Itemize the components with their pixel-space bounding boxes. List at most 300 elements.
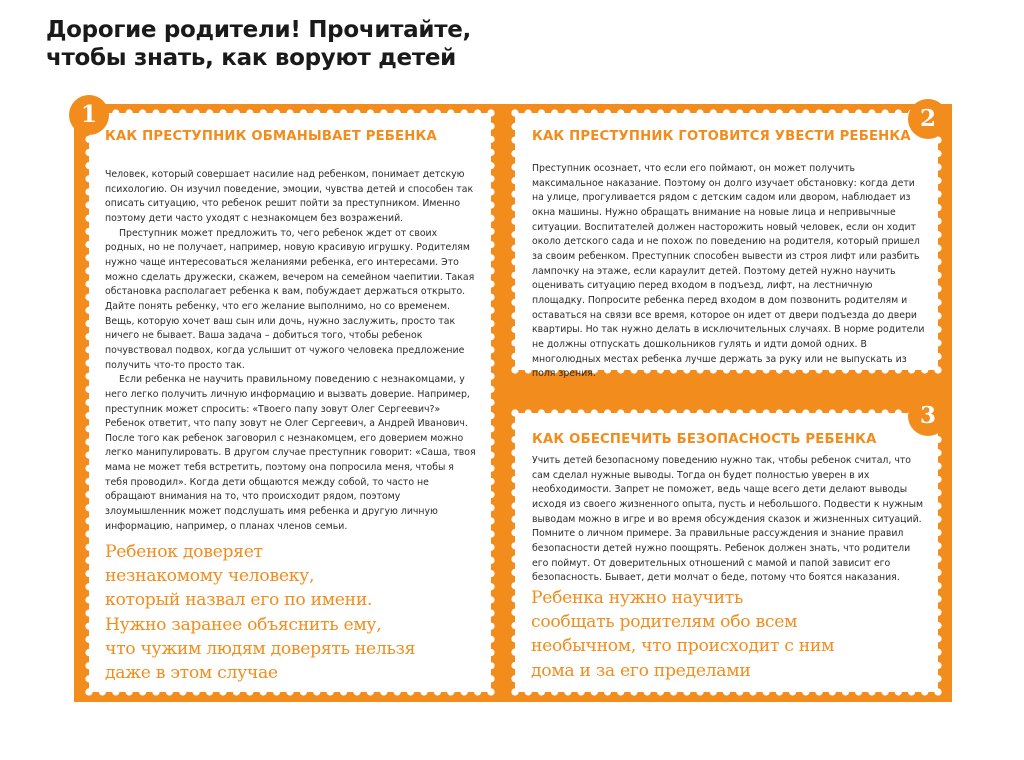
scallop-dot xyxy=(487,675,494,682)
scallop-dot xyxy=(934,245,941,252)
scallop-dot xyxy=(934,191,941,198)
pull-quote-line: даже в этом случае xyxy=(105,663,278,684)
scallop-dot xyxy=(260,109,267,116)
scallop-dot xyxy=(300,688,307,695)
scallop-dot xyxy=(511,675,518,682)
scallop-dot xyxy=(696,109,703,116)
scallop-dot xyxy=(85,636,92,643)
scallop-dot xyxy=(487,188,494,195)
scallop-dot xyxy=(85,399,92,406)
scallop-dot xyxy=(511,582,518,589)
scallop-dot xyxy=(657,409,664,416)
scallop-dot xyxy=(934,542,941,549)
scallop-dot xyxy=(487,596,494,603)
scallop-dot xyxy=(683,109,690,116)
scallop-dot xyxy=(842,409,849,416)
scallop-dot xyxy=(85,465,92,472)
scallop-dot xyxy=(233,109,240,116)
scallop-dot xyxy=(85,241,92,248)
scallop-dot xyxy=(895,109,902,116)
scallop-dot xyxy=(85,570,92,577)
scallop-dot xyxy=(85,359,92,366)
scallop-dot xyxy=(233,688,240,695)
scallop-dot xyxy=(380,688,387,695)
scallop-dot xyxy=(934,635,941,642)
scallop-dot xyxy=(723,109,730,116)
scallop-dot xyxy=(85,333,92,340)
scallop-dot xyxy=(487,228,494,235)
scallop-dot xyxy=(487,452,494,459)
scallop-dot xyxy=(85,267,92,274)
scallop-dot xyxy=(630,409,637,416)
scallop-dot xyxy=(776,109,783,116)
scallop-dot xyxy=(85,649,92,656)
scallop-dot xyxy=(487,254,494,261)
scallop-dot xyxy=(286,109,293,116)
scallop-dot xyxy=(895,688,902,695)
scallop-dot xyxy=(934,218,941,225)
scallop-dot xyxy=(487,465,494,472)
scallop-dot xyxy=(564,109,571,116)
scallop-dot xyxy=(551,688,558,695)
scallop-dot xyxy=(934,609,941,616)
scallop-dot xyxy=(85,320,92,327)
scallop-dot xyxy=(85,438,92,445)
scallop-dot xyxy=(776,688,783,695)
scallop-dot xyxy=(85,254,92,261)
scallop-dot xyxy=(353,688,360,695)
scallop-dot xyxy=(829,409,836,416)
pull-quote-line: что чужим людям доверять нельзя xyxy=(105,638,416,659)
pull-quote-2 xyxy=(531,586,927,683)
scallop-dot xyxy=(934,272,941,279)
scallop-dot xyxy=(85,307,92,314)
scallop-dot xyxy=(815,409,822,416)
scallop-dot xyxy=(487,504,494,511)
scallop-dot xyxy=(487,662,494,669)
pull-quote-line: дома и за его пределами xyxy=(531,660,751,681)
scallop-dot xyxy=(934,516,941,523)
scallop-dot xyxy=(577,409,584,416)
scallop-dot xyxy=(166,109,173,116)
scallop-dot xyxy=(511,622,518,629)
scallop-dot xyxy=(934,177,941,184)
scallop-dot xyxy=(487,162,494,169)
scallop-dot xyxy=(934,299,941,306)
scallop-dot xyxy=(487,517,494,524)
scallop-dot xyxy=(696,688,703,695)
scallop-dot xyxy=(802,688,809,695)
scallop-dot xyxy=(487,530,494,537)
scallop-dot xyxy=(683,688,690,695)
scallop-dot xyxy=(789,109,796,116)
scallop-dot xyxy=(85,425,92,432)
scallop-dot xyxy=(723,409,730,416)
scallop-dot xyxy=(219,109,226,116)
scallop-dot xyxy=(461,688,468,695)
scallop-dot xyxy=(487,136,494,143)
scallop-dot xyxy=(511,556,518,563)
scallop-dot xyxy=(511,164,518,171)
scallop-dot xyxy=(710,109,717,116)
scallop-dot xyxy=(538,688,545,695)
scallop-dot xyxy=(882,409,889,416)
scallop-dot xyxy=(591,688,598,695)
scallop-dot xyxy=(511,136,518,143)
scallop-dot xyxy=(934,502,941,509)
scallop-dot xyxy=(934,258,941,265)
scallop-dot xyxy=(617,409,624,416)
scallop-dot xyxy=(829,688,836,695)
scallop-dot xyxy=(487,412,494,419)
scallop-dot xyxy=(604,409,611,416)
scallop-dot xyxy=(487,333,494,340)
section-1-paragraph: Преступник может предложить то, чего ребенок ждет от своих родных, но не получает, например, новую красивую игрушку. Родителям нужно чаще интересоваться желаниями ребенка, его интересами. Это можно сделать дружески, скажем, вечером на семейном чаепитии. Такая обстановка располагает ребенка к вам, побуждает держаться открыто. Дайте понять ребенку, что его желание выполнимо, но со временем. Вещь, которую хочет ваш сын или дочь, нужно заслужить, просто так ничего не бывает. Ваша задача – добиться того, чтобы ребенок почувствовал подвох, когда услышит от чужого человека предложение получить что-то просто так. xyxy=(105,227,475,371)
scallop-dot xyxy=(934,649,941,656)
section-1-paragraph: Если ребенка не научить правильному поведению с незнакомцами, у него легко получить личную информацию и вызвать доверие. Например, преступник может спросить: «Твоего папу зовут Олег Сергеевич?» Ребенок ответит, что папу зовут не Олег Сергеевич, а Андрей Иванович. После того как ребенок заговорил с незнакомцем, его доверием можно легко манипулировать. В другом случае преступник говорит: «Саша, твоя мама не может тебя встретить, поэтому она попросила меня, чтобы я тебя проводил». Когда дети общаются между собой, то часто не обращают внимания на то, что происходит рядом, поэтому злоумышленник может подслушать имя ребенка и другую личную информацию, например, о планах членов семьи. xyxy=(105,374,476,532)
scallop-dot xyxy=(538,409,545,416)
scallop-dot xyxy=(630,109,637,116)
scallop-dot xyxy=(487,688,494,695)
scallop-dot xyxy=(736,109,743,116)
scallop-dot xyxy=(85,215,92,222)
scallop-dot xyxy=(246,109,253,116)
scallop-dot xyxy=(511,463,518,470)
scallop-dot xyxy=(85,202,92,209)
scallop-dot xyxy=(617,688,624,695)
scallop-dot xyxy=(511,609,518,616)
scallop-dot xyxy=(85,517,92,524)
scallop-dot xyxy=(604,688,611,695)
section-panel-2 xyxy=(532,129,928,382)
scallop-dot xyxy=(511,595,518,602)
scallop-dot xyxy=(511,299,518,306)
scallop-dot xyxy=(487,346,494,353)
scallop-dot xyxy=(206,109,213,116)
pull-quote-line: необычном, что происходит с ним xyxy=(531,636,835,657)
scallop-dot xyxy=(511,123,518,130)
scallop-dot xyxy=(487,267,494,274)
scallop-dot xyxy=(749,409,756,416)
scallop-dot xyxy=(934,675,941,682)
scallop-dot xyxy=(511,109,518,116)
scallop-dot xyxy=(511,569,518,576)
scallop-dot xyxy=(394,688,401,695)
scallop-dot xyxy=(736,688,743,695)
scallop-dot xyxy=(511,516,518,523)
scallop-dot xyxy=(511,245,518,252)
scallop-dot xyxy=(313,688,320,695)
scallop-dot xyxy=(487,149,494,156)
scallop-dot xyxy=(206,688,213,695)
scallop-dot xyxy=(487,623,494,630)
scallop-dot xyxy=(934,312,941,319)
scallop-dot xyxy=(657,688,664,695)
scallop-dot xyxy=(487,491,494,498)
scallop-dot xyxy=(934,662,941,669)
scallop-dot xyxy=(934,582,941,589)
scallop-dot xyxy=(511,150,518,157)
scallop-dot xyxy=(934,489,941,496)
scallop-dot xyxy=(85,346,92,353)
scallop-dot xyxy=(139,109,146,116)
scallop-dot xyxy=(710,409,717,416)
scallop-dot xyxy=(487,294,494,301)
scallop-dot xyxy=(487,202,494,209)
scallop-dot xyxy=(380,109,387,116)
scallop-dot xyxy=(85,188,92,195)
page-title-line-2: чтобы знать, как воруют детей xyxy=(46,45,456,71)
section-panel-3 xyxy=(532,432,924,586)
scallop-dot xyxy=(511,366,518,373)
scallop-dot xyxy=(670,409,677,416)
scallop-dot xyxy=(644,409,651,416)
scallop-dot xyxy=(327,688,334,695)
scallop-dot xyxy=(99,688,106,695)
scallop-dot xyxy=(815,109,822,116)
scallop-dot xyxy=(934,339,941,346)
scallop-dot xyxy=(525,109,532,116)
scallop-dot xyxy=(511,476,518,483)
scallop-dot xyxy=(85,530,92,537)
pull-quote-line: Ребенка нужно научить xyxy=(531,588,744,608)
scallop-dot xyxy=(511,231,518,238)
scallop-dot xyxy=(934,463,941,470)
scallop-dot xyxy=(474,109,481,116)
scallop-dot xyxy=(487,438,494,445)
scallop-dot xyxy=(934,556,941,563)
scallop-dot xyxy=(420,109,427,116)
scallop-dot xyxy=(934,353,941,360)
scallop-dot xyxy=(855,409,862,416)
scallop-dot xyxy=(286,688,293,695)
scallop-dot xyxy=(511,649,518,656)
scallop-dot xyxy=(868,409,875,416)
scallop-dot xyxy=(934,231,941,238)
scallop-dot xyxy=(829,109,836,116)
scallop-dot xyxy=(420,688,427,695)
section-number-1: 1 xyxy=(80,101,97,128)
scallop-dot xyxy=(487,386,494,393)
scallop-dot xyxy=(511,502,518,509)
scallop-dot xyxy=(763,688,770,695)
section-number-3: 3 xyxy=(919,402,936,429)
section-number-2: 2 xyxy=(919,105,936,132)
scallop-dot xyxy=(487,425,494,432)
scallop-dot xyxy=(789,409,796,416)
scallop-dot xyxy=(538,109,545,116)
pull-quote-line: сообщать родителям обо всем xyxy=(531,612,798,633)
scallop-dot xyxy=(85,162,92,169)
scallop-dot xyxy=(487,123,494,130)
scallop-dot xyxy=(908,688,915,695)
scallop-dot xyxy=(564,688,571,695)
scallop-dot xyxy=(525,688,532,695)
scallop-dot xyxy=(179,688,186,695)
scallop-dot xyxy=(710,688,717,695)
scallop-dot xyxy=(802,109,809,116)
pull-quote-line: Ребенок доверяет xyxy=(105,542,263,562)
scallop-dot xyxy=(487,583,494,590)
scallop-dot xyxy=(855,688,862,695)
section-title-3: КАК ОБЕСПЕЧИТЬ БЕЗОПАСНОСТЬ РЕБЕНКА xyxy=(532,432,877,447)
scallop-dot xyxy=(487,373,494,380)
scallop-dot xyxy=(802,409,809,416)
scallop-dot xyxy=(815,688,822,695)
scallop-dot xyxy=(166,688,173,695)
scallop-dot xyxy=(85,228,92,235)
scallop-dot xyxy=(474,688,481,695)
scallop-dot xyxy=(934,569,941,576)
scallop-dot xyxy=(85,623,92,630)
scallop-dot xyxy=(246,688,253,695)
scallop-dot xyxy=(327,109,334,116)
section-3-paragraph: Учить детей безопасному поведению нужно так, чтобы ребенок считал, что сам сделал нужные выводы. Тогда он будет полностью уверен в их необходимости. Запрет не поможет, ведь чаще всего дети делают выводы исходя из своего жизненного опыта, пусть и небольшого. Подвести к нужным выводам можно в игре и во время обсуждения сказок и жизненных ситуаций. Помните о личном примере. За правильные рассуждения и знание правил безопасности детей нужно поощрять. Ребенок должен знать, что родители его поймут. От доверительных отношений с мамой и папой зависит его безопасность. Бывает, дети молчат о беде, потому что боятся наказания. xyxy=(532,455,924,584)
scallop-dot xyxy=(525,409,532,416)
scallop-dot xyxy=(683,409,690,416)
scallop-dot xyxy=(85,294,92,301)
scallop-dot xyxy=(644,109,651,116)
scallop-dot xyxy=(85,583,92,590)
scallop-dot xyxy=(763,109,770,116)
scallop-dot xyxy=(934,285,941,292)
scallop-dot xyxy=(670,688,677,695)
scallop-dot xyxy=(934,436,941,443)
scallop-dot xyxy=(921,688,928,695)
scallop-dot xyxy=(85,136,92,143)
scallop-dot xyxy=(85,386,92,393)
scallop-dot xyxy=(577,109,584,116)
scallop-dot xyxy=(934,449,941,456)
scallop-dot xyxy=(511,218,518,225)
scallop-dot xyxy=(511,436,518,443)
scallop-dot xyxy=(511,285,518,292)
scallop-dot xyxy=(273,688,280,695)
scallop-dot xyxy=(511,489,518,496)
scallop-dot xyxy=(644,688,651,695)
scallop-dot xyxy=(85,504,92,511)
scallop-dot xyxy=(219,688,226,695)
scallop-dot xyxy=(868,688,875,695)
scallop-dot xyxy=(487,649,494,656)
scallop-dot xyxy=(511,688,518,695)
scallop-dot xyxy=(487,359,494,366)
scallop-dot xyxy=(511,204,518,211)
scallop-dot xyxy=(934,164,941,171)
scallop-dot xyxy=(511,177,518,184)
scallop-dot xyxy=(617,109,624,116)
scallop-dot xyxy=(487,399,494,406)
scallop-dot xyxy=(511,272,518,279)
scallop-dot xyxy=(511,662,518,669)
scallop-dot xyxy=(300,109,307,116)
scallop-dot xyxy=(630,688,637,695)
scallop-dot xyxy=(152,688,159,695)
scallop-dot xyxy=(85,149,92,156)
scallop-dot xyxy=(407,109,414,116)
scallop-dot xyxy=(447,688,454,695)
scallop-dot xyxy=(882,109,889,116)
scallop-dot xyxy=(313,109,320,116)
section-title-1: КАК ПРЕСТУПНИК ОБМАНЫВАЕТ РЕБЕНКА xyxy=(105,129,437,144)
scallop-dot xyxy=(511,409,518,416)
pull-quote-line: который назвал его по имени. xyxy=(105,590,373,611)
scallop-dot xyxy=(487,215,494,222)
scallop-dot xyxy=(487,557,494,564)
scallop-dot xyxy=(112,688,119,695)
scallop-dot xyxy=(511,635,518,642)
scallop-dot xyxy=(260,688,267,695)
scallop-dot xyxy=(577,688,584,695)
scallop-dot xyxy=(842,688,849,695)
scallop-dot xyxy=(447,109,454,116)
scallop-dot xyxy=(461,109,468,116)
scallop-dot xyxy=(340,688,347,695)
scallop-dot xyxy=(340,109,347,116)
scallop-dot xyxy=(551,409,558,416)
scallop-dot xyxy=(193,109,200,116)
scallop-dot xyxy=(487,280,494,287)
scallop-dot xyxy=(511,312,518,319)
scallop-dot xyxy=(564,409,571,416)
scallop-dot xyxy=(934,622,941,629)
scallop-dot xyxy=(85,675,92,682)
scallop-dot xyxy=(487,544,494,551)
section-panel-1 xyxy=(105,129,477,534)
scallop-dot xyxy=(273,109,280,116)
scallop-dot xyxy=(85,175,92,182)
scallop-dot xyxy=(842,109,849,116)
scallop-dot xyxy=(152,109,159,116)
scallop-dot xyxy=(551,109,558,116)
scallop-dot xyxy=(511,258,518,265)
section-title-2: КАК ПРЕСТУПНИК ГОТОВИТСЯ УВЕСТИ РЕБЕНКА xyxy=(532,129,911,144)
scallop-dot xyxy=(179,109,186,116)
scallop-dot xyxy=(934,688,941,695)
scallop-dot xyxy=(85,596,92,603)
scallop-dot xyxy=(855,109,862,116)
scallop-dot xyxy=(934,326,941,333)
scallop-dot xyxy=(85,412,92,419)
scallop-dot xyxy=(112,109,119,116)
scallop-dot xyxy=(591,109,598,116)
scallop-dot xyxy=(511,449,518,456)
scallop-dot xyxy=(749,688,756,695)
scallop-dot xyxy=(487,307,494,314)
scallop-dot xyxy=(604,109,611,116)
scallop-dot xyxy=(511,423,518,430)
scallop-dot xyxy=(85,478,92,485)
scallop-dot xyxy=(511,339,518,346)
scallop-dot xyxy=(882,688,889,695)
scallop-dot xyxy=(934,366,941,373)
scallop-dot xyxy=(434,109,441,116)
scallop-dot xyxy=(525,366,532,373)
scallop-dot xyxy=(85,373,92,380)
scallop-dot xyxy=(511,529,518,536)
scallop-dot xyxy=(591,409,598,416)
scallop-dot xyxy=(193,688,200,695)
scallop-dot xyxy=(487,609,494,616)
scallop-dot xyxy=(934,150,941,157)
scallop-dot xyxy=(934,595,941,602)
scallop-dot xyxy=(487,109,494,116)
scallop-dot xyxy=(511,353,518,360)
scallop-dot xyxy=(394,109,401,116)
scallop-dot xyxy=(487,175,494,182)
scallop-dot xyxy=(723,688,730,695)
scallop-dot xyxy=(776,409,783,416)
